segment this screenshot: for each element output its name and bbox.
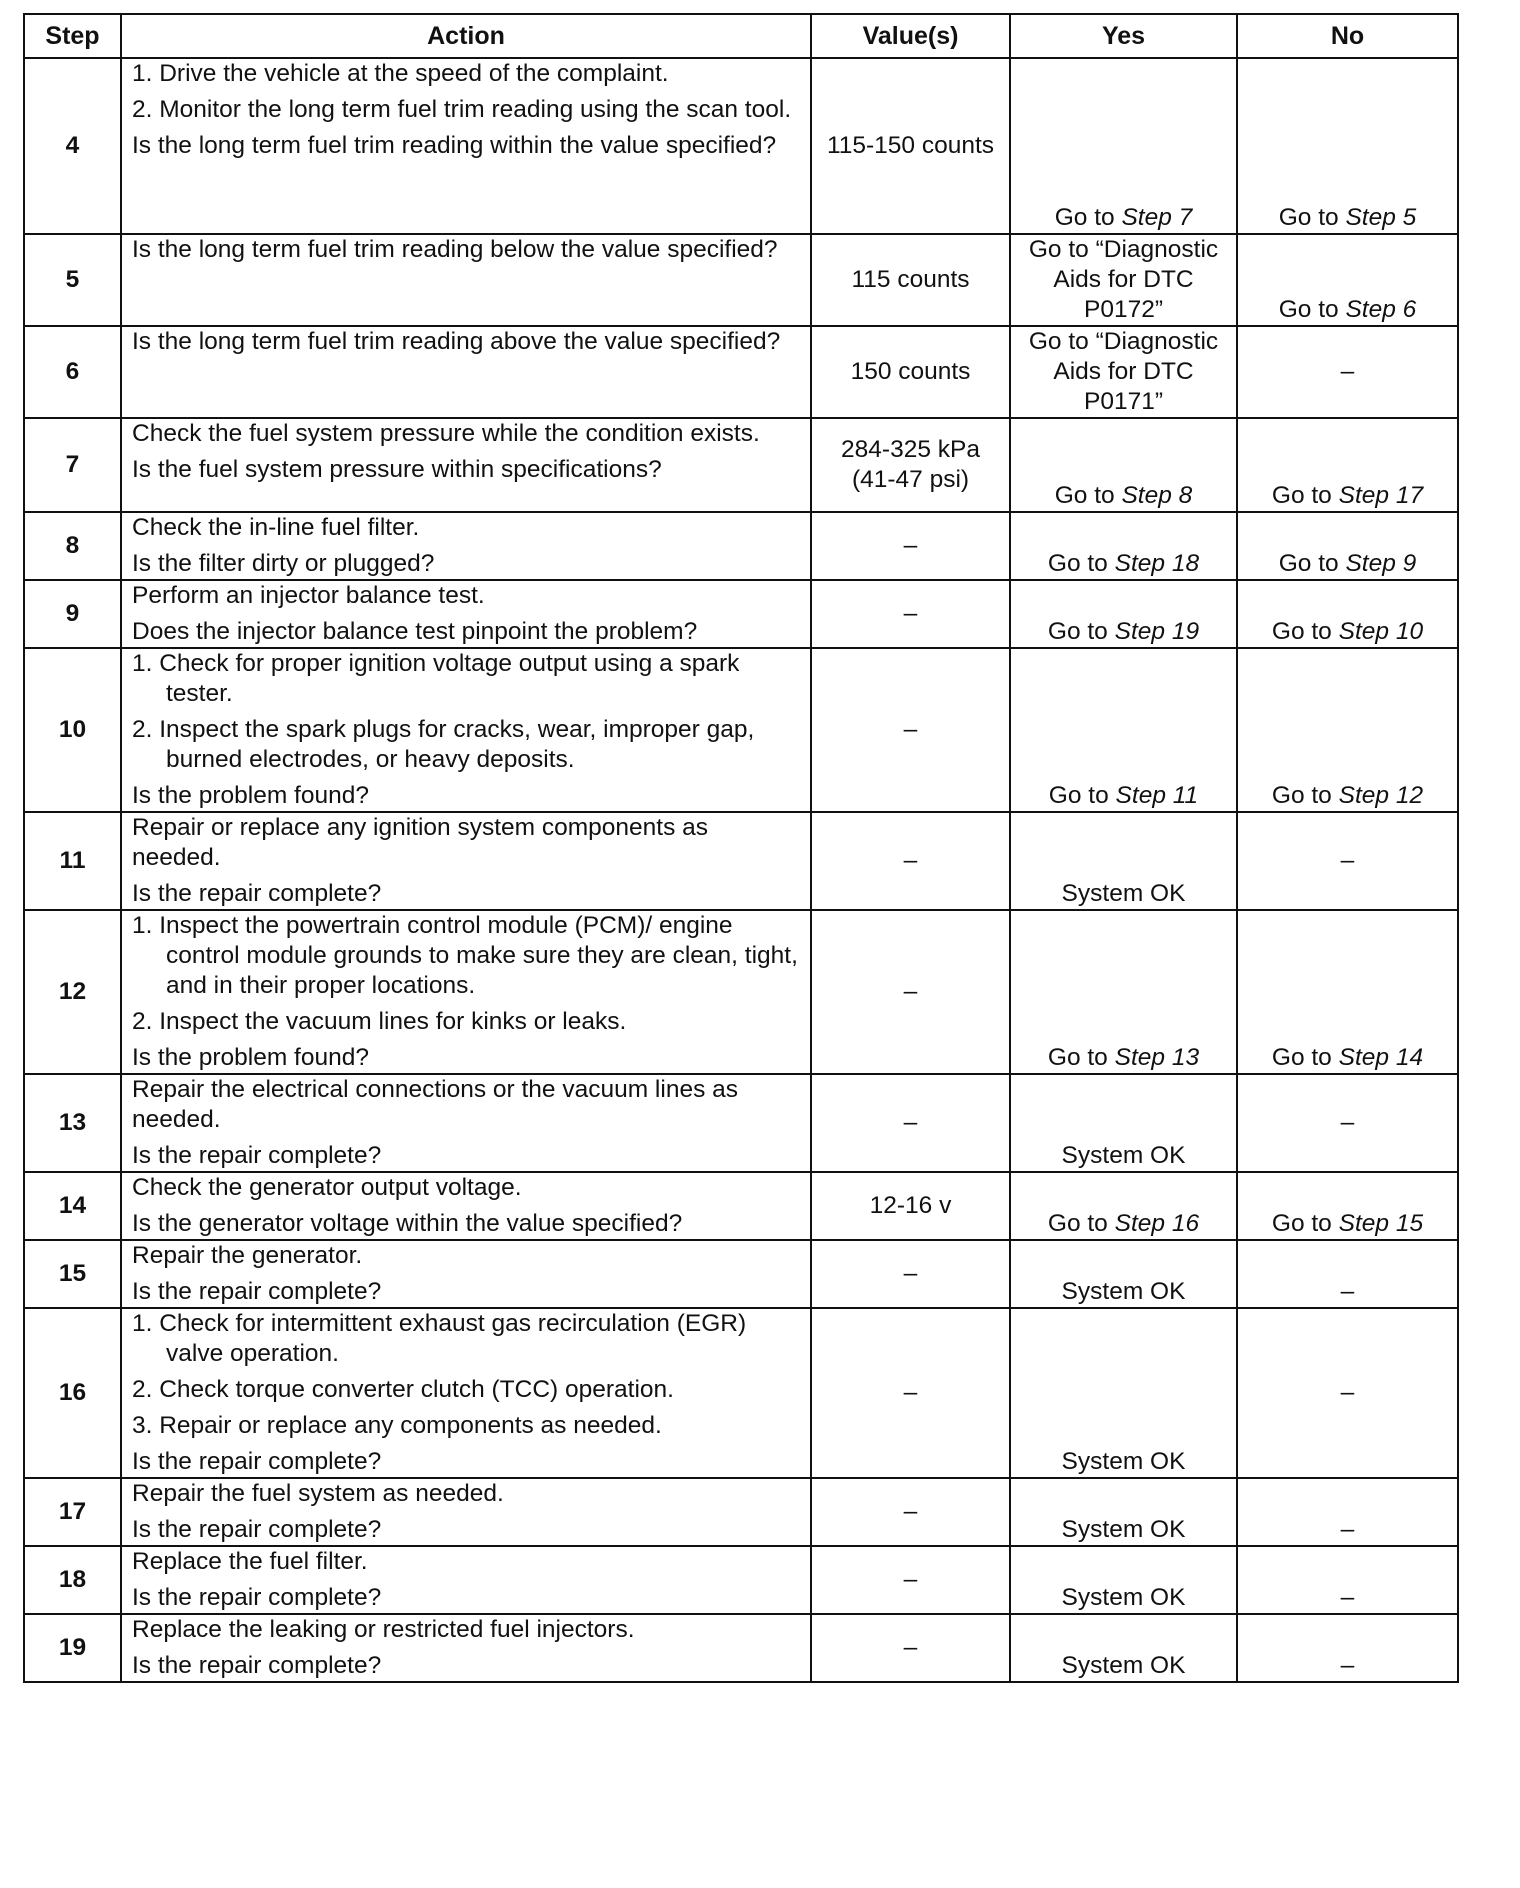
action-line: Replace the fuel filter.	[132, 1548, 368, 1575]
outcome-text: –	[1340, 1278, 1355, 1305]
yes-cell	[1010, 1172, 1237, 1240]
value-cell: 150 counts	[811, 326, 1010, 418]
yes-cell	[1010, 1478, 1237, 1546]
step-number: 10	[24, 648, 121, 812]
go-to-label: Go to	[1047, 1210, 1108, 1237]
action-cell	[121, 418, 811, 512]
yes-cell	[1010, 580, 1237, 648]
no-cell	[1237, 58, 1458, 234]
table-row	[24, 1308, 1458, 1478]
action-line: Repair the fuel system as needed.	[132, 1480, 504, 1507]
go-to-label: Go to	[1278, 204, 1339, 231]
step-number: 4	[24, 58, 121, 234]
no-cell	[1237, 418, 1458, 512]
step-number: 7	[24, 418, 121, 512]
no-cell	[1237, 1074, 1458, 1172]
table-row	[24, 418, 1458, 512]
action-cell	[121, 58, 811, 234]
numbered-instruction: 1. Inspect the powertrain control module (PCM)/ engine control module grounds to make sure they are clean, tight, and in their proper locations.	[132, 912, 798, 999]
diagnostic-table	[23, 13, 1459, 1683]
action-line: Is the filter dirty or plugged?	[132, 550, 435, 577]
go-to-label: Go to	[1271, 482, 1332, 509]
step-link: Step 15	[1338, 1210, 1424, 1237]
step-link: Step 11	[1115, 782, 1199, 809]
yes-cell	[1010, 512, 1237, 580]
yes-cell	[1010, 1546, 1237, 1614]
step-link: Step 12	[1338, 782, 1424, 809]
step-number: 18	[24, 1546, 121, 1614]
go-to-label: Go to	[1048, 782, 1109, 809]
header-values: Value(s)	[811, 14, 1010, 58]
yes-cell	[1010, 1240, 1237, 1308]
action-cell	[121, 648, 811, 812]
action-line: Is the long term fuel trim reading within the value specified?	[132, 132, 777, 159]
step-number: 15	[24, 1240, 121, 1308]
go-to-label: Go to	[1271, 1044, 1332, 1071]
table-row	[24, 1074, 1458, 1172]
action-line: Is the long term fuel trim reading above the value specified?	[132, 328, 781, 355]
go-to-label: Go to	[1271, 1210, 1332, 1237]
yes-cell	[1010, 648, 1237, 812]
outcome-text: –	[1340, 847, 1355, 874]
table-row	[24, 234, 1458, 326]
step-number: 5	[24, 234, 121, 326]
value-cell: –	[811, 812, 1010, 910]
yes-cell	[1010, 1614, 1237, 1682]
go-to-label: Go to	[1054, 482, 1115, 509]
outcome-text: System OK	[1061, 1584, 1186, 1611]
value-cell: 115 counts	[811, 234, 1010, 326]
outcome-text: Go to “Diagnostic Aids for DTC P0171”	[1028, 328, 1219, 415]
table-row	[24, 1172, 1458, 1240]
step-link: Step 5	[1345, 204, 1417, 231]
step-number: 9	[24, 580, 121, 648]
action-cell	[121, 1614, 811, 1682]
table-row	[24, 910, 1458, 1074]
step-number: 17	[24, 1478, 121, 1546]
step-number: 14	[24, 1172, 121, 1240]
action-cell	[121, 1478, 811, 1546]
action-line: Check the generator output voltage.	[132, 1174, 522, 1201]
outcome-text: –	[1340, 1379, 1355, 1406]
no-cell	[1237, 648, 1458, 812]
yes-cell	[1010, 58, 1237, 234]
action-line: Is the repair complete?	[132, 1652, 382, 1679]
yes-cell	[1010, 326, 1237, 418]
step-number: 8	[24, 512, 121, 580]
no-cell	[1237, 812, 1458, 910]
no-cell	[1237, 326, 1458, 418]
action-line: Repair the generator.	[132, 1242, 363, 1269]
action-line: Is the problem found?	[132, 1044, 369, 1071]
table-row	[24, 1614, 1458, 1682]
action-line: Is the problem found?	[132, 782, 369, 809]
table-row	[24, 326, 1458, 418]
no-cell	[1237, 1546, 1458, 1614]
table-row	[24, 580, 1458, 648]
outcome-text: System OK	[1061, 1142, 1186, 1169]
table-row	[24, 58, 1458, 234]
no-cell	[1237, 580, 1458, 648]
value-cell: 284-325 kPa (41-47 psi)	[811, 418, 1010, 512]
go-to-label: Go to	[1271, 618, 1332, 645]
action-line: Replace the leaking or restricted fuel injectors.	[132, 1616, 635, 1643]
yes-cell	[1010, 1308, 1237, 1478]
step-link: Step 7	[1121, 204, 1193, 231]
numbered-instruction: 2. Check torque converter clutch (TCC) operation.	[132, 1376, 674, 1403]
outcome-text: –	[1340, 1584, 1355, 1611]
step-link: Step 18	[1114, 550, 1200, 577]
numbered-instruction: 2. Inspect the spark plugs for cracks, wear, improper gap, burned electrodes, or heavy deposits.	[132, 716, 755, 773]
step-number: 11	[24, 812, 121, 910]
action-cell	[121, 812, 811, 910]
go-to-label: Go to	[1047, 618, 1108, 645]
action-line: Is the long term fuel trim reading below the value specified?	[132, 236, 778, 263]
step-link: Step 14	[1338, 1044, 1424, 1071]
value-cell: 115-150 counts	[811, 58, 1010, 234]
header-row	[24, 14, 1458, 58]
outcome-text: System OK	[1061, 1516, 1186, 1543]
step-link: Step 10	[1338, 618, 1424, 645]
value-cell: –	[811, 1546, 1010, 1614]
outcome-text: –	[1340, 1516, 1355, 1543]
header-step: Step	[24, 14, 121, 58]
action-cell	[121, 1308, 811, 1478]
table-row	[24, 812, 1458, 910]
value-cell: 12-16 v	[811, 1172, 1010, 1240]
step-number: 13	[24, 1074, 121, 1172]
value-cell: –	[811, 1308, 1010, 1478]
outcome-text: System OK	[1061, 1652, 1186, 1679]
step-link: Step 17	[1338, 482, 1424, 509]
no-cell	[1237, 1240, 1458, 1308]
action-cell	[121, 1240, 811, 1308]
action-line: Repair or replace any ignition system components as needed.	[132, 814, 709, 871]
go-to-label: Go to	[1278, 296, 1339, 323]
action-cell	[121, 326, 811, 418]
outcome-text: –	[1340, 1109, 1355, 1136]
action-cell	[121, 1074, 811, 1172]
action-cell	[121, 1546, 811, 1614]
action-cell	[121, 512, 811, 580]
go-to-label: Go to	[1278, 550, 1339, 577]
no-cell	[1237, 1614, 1458, 1682]
no-cell	[1237, 910, 1458, 1074]
step-link: Step 13	[1114, 1044, 1200, 1071]
numbered-instruction: 1. Check for intermittent exhaust gas recirculation (EGR) valve operation.	[132, 1310, 747, 1367]
no-cell	[1237, 512, 1458, 580]
action-cell	[121, 234, 811, 326]
no-cell	[1237, 1308, 1458, 1478]
header-no: No	[1237, 14, 1458, 58]
action-line: Is the repair complete?	[132, 1584, 382, 1611]
numbered-instruction: 1. Drive the vehicle at the speed of the complaint.	[132, 60, 669, 87]
action-cell	[121, 580, 811, 648]
go-to-label: Go to	[1054, 204, 1115, 231]
outcome-text: System OK	[1061, 1278, 1186, 1305]
value-cell: –	[811, 648, 1010, 812]
value-cell: –	[811, 580, 1010, 648]
action-line: Check the in-line fuel filter.	[132, 514, 420, 541]
action-line: Is the repair complete?	[132, 1516, 382, 1543]
value-cell: –	[811, 1614, 1010, 1682]
yes-cell	[1010, 910, 1237, 1074]
value-cell: –	[811, 1478, 1010, 1546]
step-link: Step 6	[1345, 296, 1417, 323]
step-link: Step 19	[1114, 618, 1200, 645]
yes-cell	[1010, 1074, 1237, 1172]
value-cell: –	[811, 910, 1010, 1074]
action-line: Perform an injector balance test.	[132, 582, 485, 609]
table-row	[24, 1240, 1458, 1308]
step-number: 12	[24, 910, 121, 1074]
numbered-instruction: 2. Monitor the long term fuel trim reading using the scan tool.	[132, 96, 792, 123]
table-row	[24, 1546, 1458, 1614]
go-to-label: Go to	[1047, 1044, 1108, 1071]
step-number: 19	[24, 1614, 121, 1682]
numbered-instruction: 2. Inspect the vacuum lines for kinks or leaks.	[132, 1008, 627, 1035]
action-cell	[121, 1172, 811, 1240]
table-row	[24, 1478, 1458, 1546]
action-line: Is the repair complete?	[132, 1448, 382, 1475]
action-line: Is the repair complete?	[132, 880, 382, 907]
action-line: Is the fuel system pressure within specifications?	[132, 456, 662, 483]
header-yes: Yes	[1010, 14, 1237, 58]
no-cell	[1237, 1172, 1458, 1240]
outcome-text: System OK	[1061, 880, 1186, 907]
action-line: Repair the electrical connections or the vacuum lines as needed.	[132, 1076, 739, 1133]
outcome-text: Go to “Diagnostic Aids for DTC P0172”	[1028, 236, 1219, 323]
step-link: Step 16	[1114, 1210, 1200, 1237]
yes-cell	[1010, 234, 1237, 326]
step-number: 16	[24, 1308, 121, 1478]
step-number: 6	[24, 326, 121, 418]
outcome-text: –	[1340, 358, 1355, 385]
yes-cell	[1010, 418, 1237, 512]
action-cell	[121, 910, 811, 1074]
value-cell: –	[811, 1074, 1010, 1172]
outcome-text: –	[1340, 1652, 1355, 1679]
header-action: Action	[121, 14, 811, 58]
step-link: Step 8	[1121, 482, 1193, 509]
no-cell	[1237, 234, 1458, 326]
step-link: Step 9	[1345, 550, 1417, 577]
numbered-instruction: 3. Repair or replace any components as needed.	[132, 1412, 662, 1439]
go-to-label: Go to	[1047, 550, 1108, 577]
no-cell	[1237, 1478, 1458, 1546]
action-line: Is the generator voltage within the value specified?	[132, 1210, 683, 1237]
go-to-label: Go to	[1271, 782, 1332, 809]
table-row	[24, 648, 1458, 812]
action-line: Is the repair complete?	[132, 1278, 382, 1305]
action-line: Is the repair complete?	[132, 1142, 382, 1169]
value-cell: –	[811, 512, 1010, 580]
table-body	[24, 58, 1458, 1682]
action-line: Check the fuel system pressure while the condition exists.	[132, 420, 760, 447]
action-line: Does the injector balance test pinpoint the problem?	[132, 618, 698, 645]
value-cell: –	[811, 1240, 1010, 1308]
outcome-text: System OK	[1061, 1448, 1186, 1475]
table-row	[24, 512, 1458, 580]
yes-cell	[1010, 812, 1237, 910]
numbered-instruction: 1. Check for proper ignition voltage output using a spark tester.	[132, 650, 740, 707]
